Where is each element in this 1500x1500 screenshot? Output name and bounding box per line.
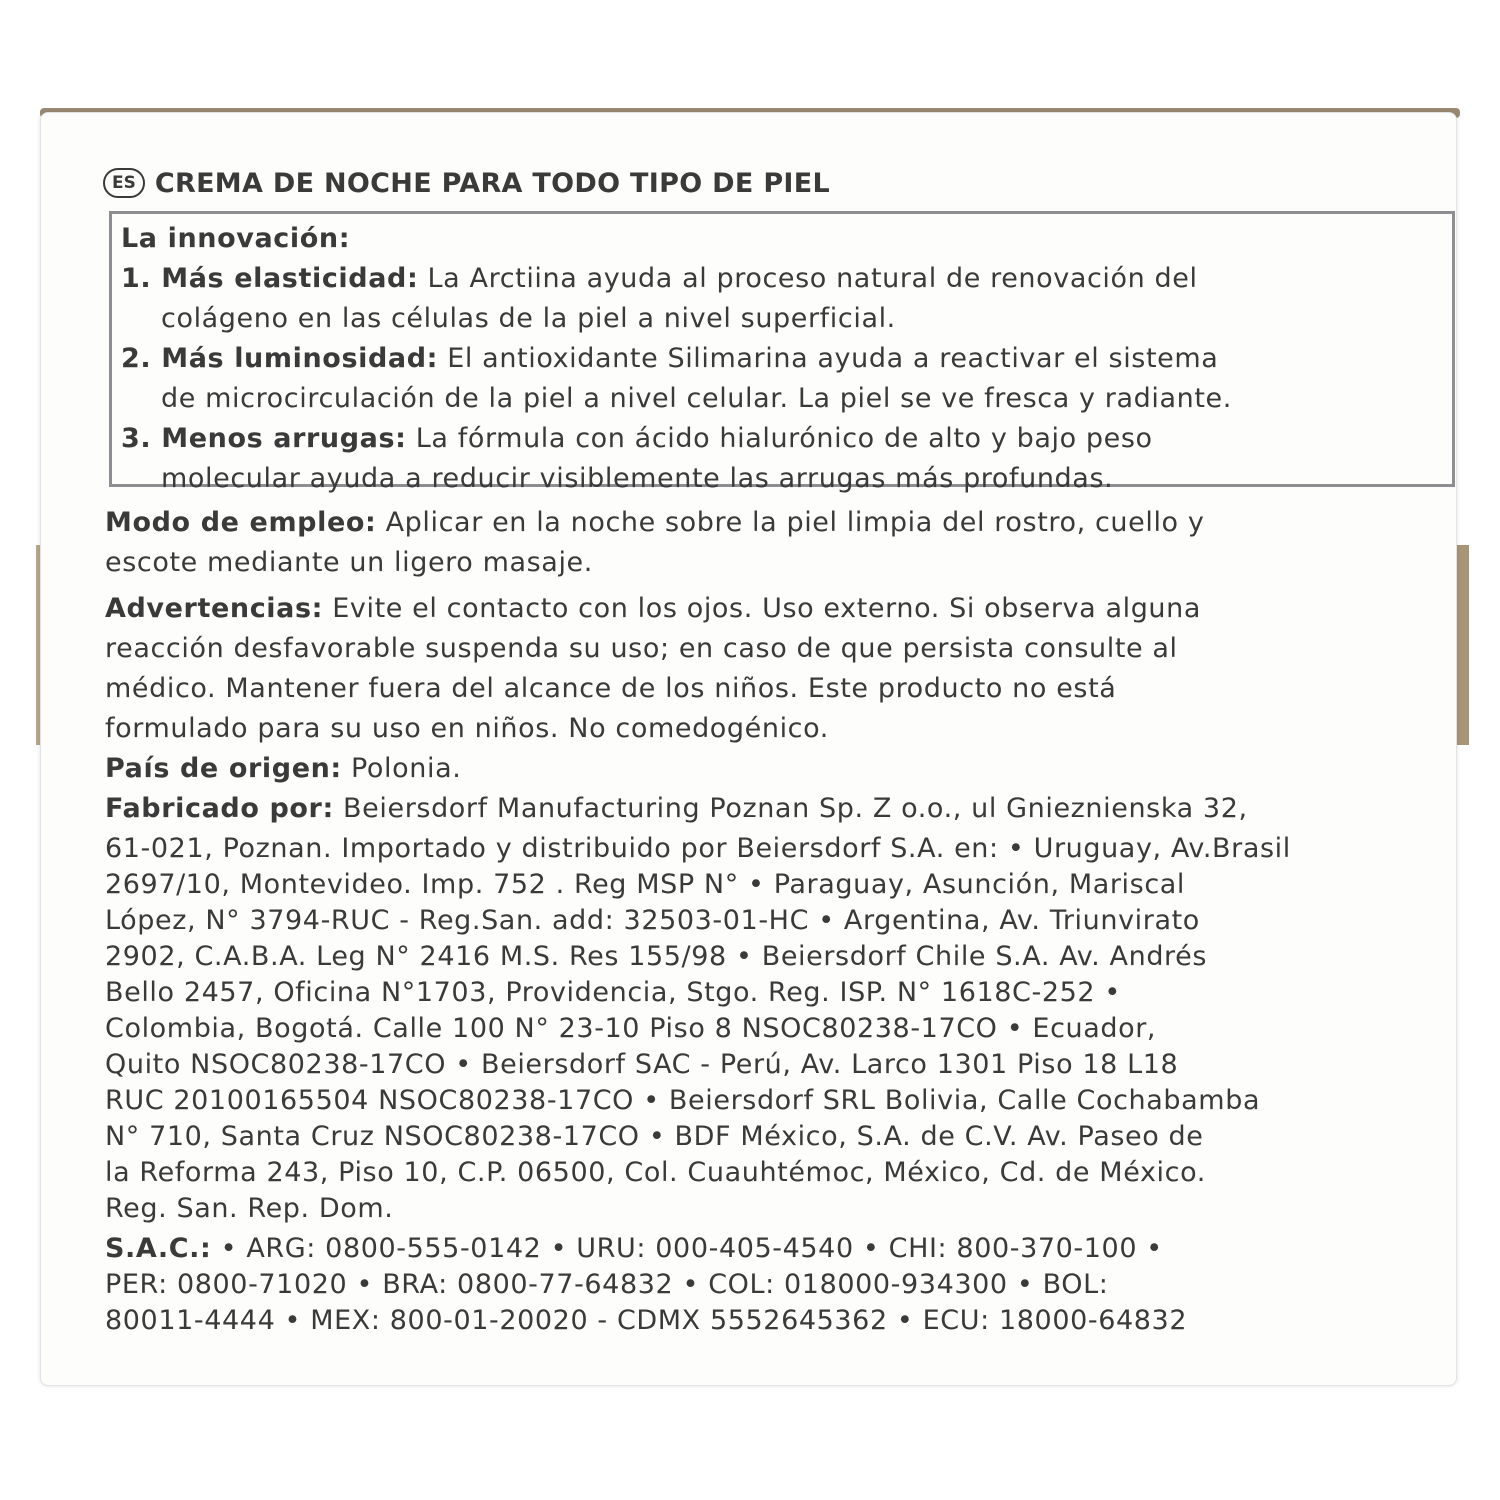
warnings-line-2: reacción desfavorable suspenda su uso; en caso de que persista consulte al xyxy=(105,633,1178,664)
innovation-item-3: 3. Menos arrugas: La fórmula con ácido hialurónico de alto y bajo peso xyxy=(121,423,1153,454)
manufacturer-line-4: López, N° 3794-RUC - Reg.San. add: 32503-01-HC • Argentina, Av. Triunvirato xyxy=(105,905,1200,936)
sac-line-3: 80011-4444 • MEX: 800-01-20020 - CDMX 5552645362 • ECU: 18000-64832 xyxy=(105,1305,1188,1336)
innovation-heading: La innovación: xyxy=(121,223,351,254)
manufacturer-line-12: Reg. San. Rep. Dom. xyxy=(105,1193,394,1224)
label-panel xyxy=(40,112,1457,1386)
usage-line-1: Modo de empleo: Aplicar en la noche sobre la piel limpia del rostro, cuello y xyxy=(105,507,1205,538)
origin-line: País de origen: Polonia. xyxy=(105,753,462,784)
manufacturer-line-11: la Reforma 243, Piso 10, C.P. 06500, Col. Cuauhtémoc, México, Cd. de México. xyxy=(105,1157,1206,1188)
innovation-item-3-cont: molecular ayuda a reducir visiblemente las arrugas más profundas. xyxy=(161,463,1114,494)
manufacturer-line-1: Fabricado por: Beiersdorf Manufacturing Poznan Sp. Z o.o., ul Gnieznienska 32, xyxy=(105,793,1248,824)
warnings-line-1: Advertencias: Evite el contacto con los ojos. Uso externo. Si observa alguna xyxy=(105,593,1201,624)
product-title: CREMA DE NOCHE PARA TODO TIPO DE PIEL xyxy=(154,167,831,199)
box-side-right xyxy=(1455,545,1469,745)
warnings-line-4: formulado para su uso en niños. No comedogénico. xyxy=(105,713,829,744)
manufacturer-line-10: N° 710, Santa Cruz NSOC80238-17CO • BDF México, S.A. de C.V. Av. Paseo de xyxy=(105,1121,1204,1152)
title-row xyxy=(103,163,830,203)
manufacturer-line-9: RUC 20100165504 NSOC80238-17CO • Beiersdorf SRL Bolivia, Calle Cochabamba xyxy=(105,1085,1261,1116)
sac-line-2: PER: 0800-71020 • BRA: 0800-77-64832 • COL: 018000-934300 • BOL: xyxy=(105,1269,1109,1300)
innovation-item-1-cont: colágeno en las células de la piel a nivel superficial. xyxy=(161,303,896,334)
manufacturer-line-7: Colombia, Bogotá. Calle 100 N° 23-10 Piso 8 NSOC80238-17CO • Ecuador, xyxy=(105,1013,1157,1044)
innovation-item-2-cont: de microcirculación de la piel a nivel celular. La piel se ve fresca y radiante. xyxy=(161,383,1232,414)
manufacturer-line-8: Quito NSOC80238-17CO • Beiersdorf SAC - Perú, Av. Larco 1301 Piso 18 L18 xyxy=(105,1049,1179,1080)
manufacturer-line-2: 61-021, Poznan. Importado y distribuido por Beiersdorf S.A. en: • Uruguay, Av.Brasil xyxy=(105,833,1291,864)
warnings-line-3: médico. Mantener fuera del alcance de los niños. Este producto no está xyxy=(105,673,1117,704)
manufacturer-line-6: Bello 2457, Oficina N°1703, Providencia, Stgo. Reg. ISP. N° 1618C-252 • xyxy=(105,977,1121,1008)
usage-line-2: escote mediante un ligero masaje. xyxy=(105,547,593,578)
innovation-item-2: 2. Más luminosidad: El antioxidante Silimarina ayuda a reactivar el sistema xyxy=(121,343,1219,374)
manufacturer-line-5: 2902, C.A.B.A. Leg N° 2416 M.S. Res 155/98 • Beiersdorf Chile S.A. Av. Andrés xyxy=(105,941,1208,972)
sac-line-1: S.A.C.: • ARG: 0800-555-0142 • URU: 000-405-4540 • CHI: 800-370-100 • xyxy=(105,1233,1163,1264)
innovation-item-1: 1. Más elasticidad: La Arctiina ayuda al proceso natural de renovación del xyxy=(121,263,1198,294)
language-badge: ES xyxy=(103,168,145,198)
manufacturer-line-3: 2697/10, Montevideo. Imp. 752 . Reg MSP N° • Paraguay, Asunción, Mariscal xyxy=(105,869,1186,900)
